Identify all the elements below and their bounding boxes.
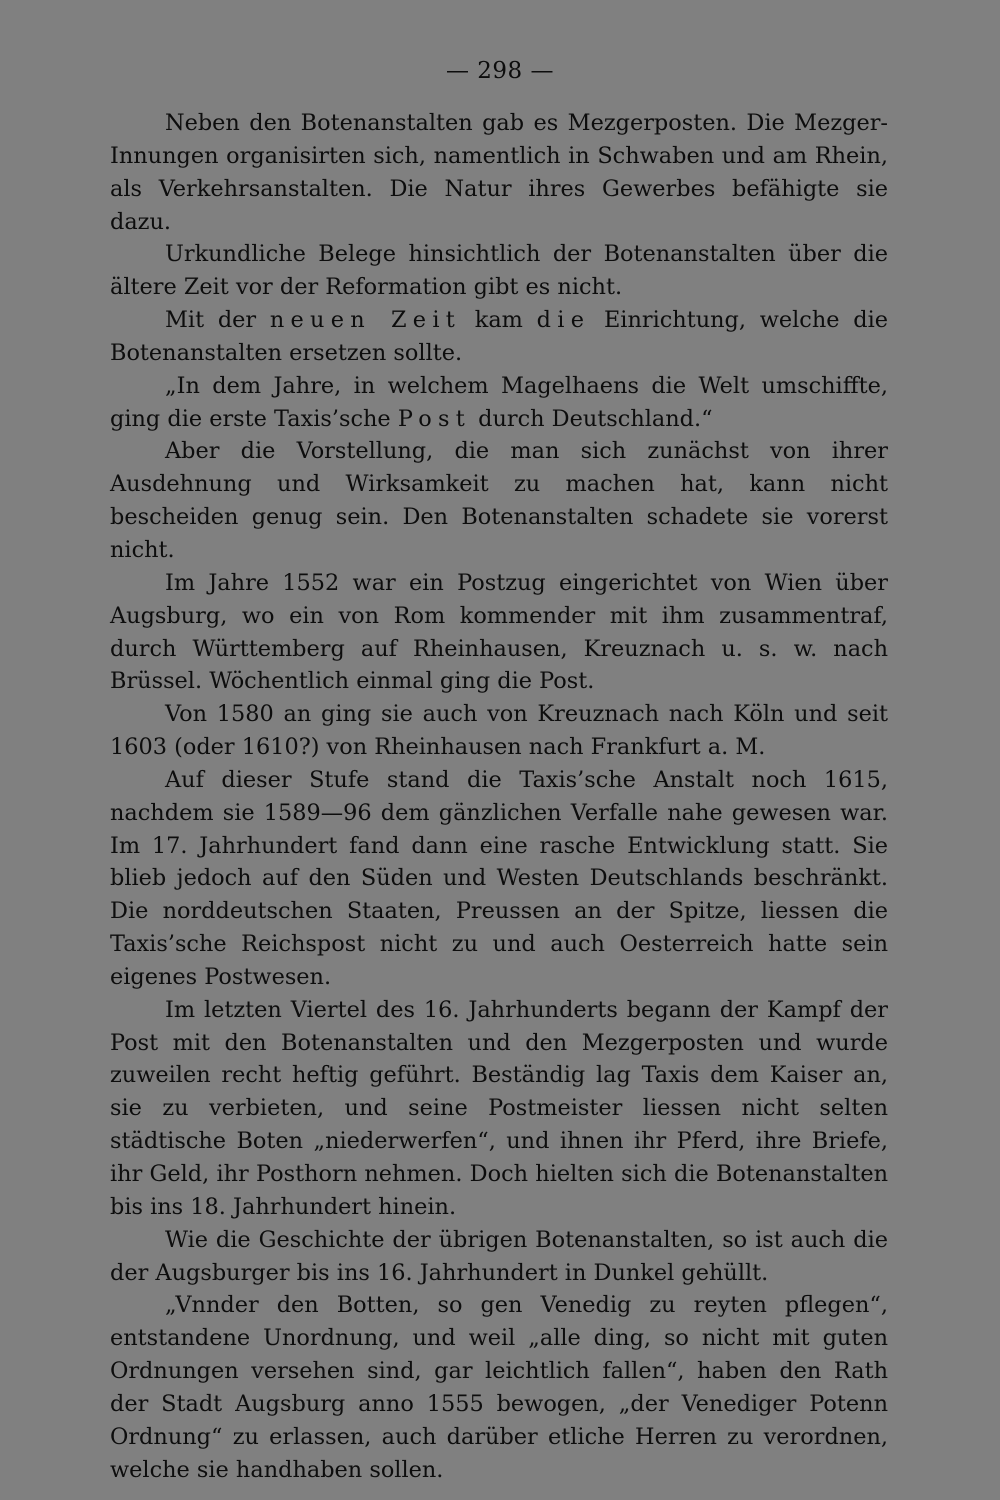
- paragraph-5: Aber die Vorstellung, die man sich zunächst von ihrer Ausdehnung und Wirksamkeit zu machen hat, kann nicht bescheiden genug sein. Den Botenanstalten schadete sie vorerst nicht.: [110, 438, 888, 563]
- page-number: — 298 —: [445, 58, 555, 84]
- paragraph-4-text-before: „In dem Jahre, in welchem Magelhaens die Welt umschiffte, ging die erste Taxis’sche: [110, 372, 888, 432]
- paragraph-10: Wie die Geschichte der übrigen Botenanstalten, so ist auch die der Augsburger bis ins 16. Jahrhundert in Dunkel gehüllt.: [110, 1226, 888, 1286]
- paragraph-7: Von 1580 an ging sie auch von Kreuznach nach Köln und seit 1603 (oder 1610?) von Rheinhausen nach Frankfurt a. M.: [110, 701, 888, 761]
- paragraph-3-spaced-emphasis-2: die: [536, 307, 591, 334]
- paragraph-3-spaced-emphasis-1: neuen Zeit: [269, 307, 462, 334]
- paragraph-2: Urkundliche Belege hinsichtlich der Botenanstalten über die ältere Zeit vor der Reformation gibt es nicht.: [110, 241, 888, 301]
- page-text-body: [110, 107, 888, 1486]
- paragraph-9: Im letzten Viertel des 16. Jahrhunderts begann der Kampf der Post mit den Botenanstalten und den Mezgerposten und wurde zuweilen recht heftig geführt. Beständig lag Taxis dem Kaiser an, sie zu verbieten, und seine Postmeister liessen nicht selten städtische Boten „niederwerfen“, und ihnen ihr Pferd, ihre Briefe, ihr Geld, ihr Posthorn nehmen. Doch hielten sich die Botenanstalten bis ins 18. Jahrhundert hinein.: [110, 996, 888, 1220]
- paragraph-4-spaced-emphasis: Post: [397, 405, 472, 432]
- paragraph-3: [110, 304, 888, 370]
- paragraph-3-text-middle: kam: [461, 307, 537, 334]
- paragraph-3-text-before: Mit der: [165, 307, 270, 334]
- paragraph-11: „Vnnder den Botten, so gen Venedig zu reyten pflegen“, entstandene Unordnung, und weil „alle ding, so nicht mit guten Ordnungen versehen sind, gar leichtlich fallen“, haben den Rath der Stadt Augsburg anno 1555 bewogen, „der Venediger Potenn Ordnung“ zu erlassen, auch darüber etliche Herren zu verordnen, welche sie handhaben sollen.: [110, 1292, 888, 1483]
- paragraph-4: [110, 370, 888, 436]
- paragraph-3-text-after: Einrichtung, welche die Botenanstalten ersetzen sollte.: [110, 307, 888, 366]
- paragraph-8: Auf dieser Stufe stand die Taxis’sche Anstalt noch 1615, nachdem sie 1589—96 dem gänzlichen Verfalle nahe gewesen war. Im 17. Jahrhundert fand dann eine rasche Entwicklung statt. Sie blieb jedoch auf den Süden und Westen Deutschlands beschränkt. Die norddeutschen Staaten, Preussen an der Spitze, liessen die Taxis’sche Reichspost nicht zu und auch Oesterreich hatte sein eigenes Postwesen.: [110, 766, 888, 990]
- paragraph-6: Im Jahre 1552 war ein Postzug eingerichtet von Wien über Augsburg, wo ein von Rom kommender mit ihm zusammentraf, durch Württemberg auf Rheinhausen, Kreuznach u. s. w. nach Brüssel. Wöchentlich einmal ging die Post.: [110, 569, 888, 695]
- paragraph-1: Neben den Botenanstalten gab es Mezgerposten. Die Mezger-Innungen organisirten sich, namentlich in Schwaben und am Rhein, als Verkehrsanstalten. Die Natur ihres Gewerbes befähigte sie dazu.: [110, 110, 888, 235]
- paragraph-4-text-after: durch Deutschland.“: [471, 405, 713, 432]
